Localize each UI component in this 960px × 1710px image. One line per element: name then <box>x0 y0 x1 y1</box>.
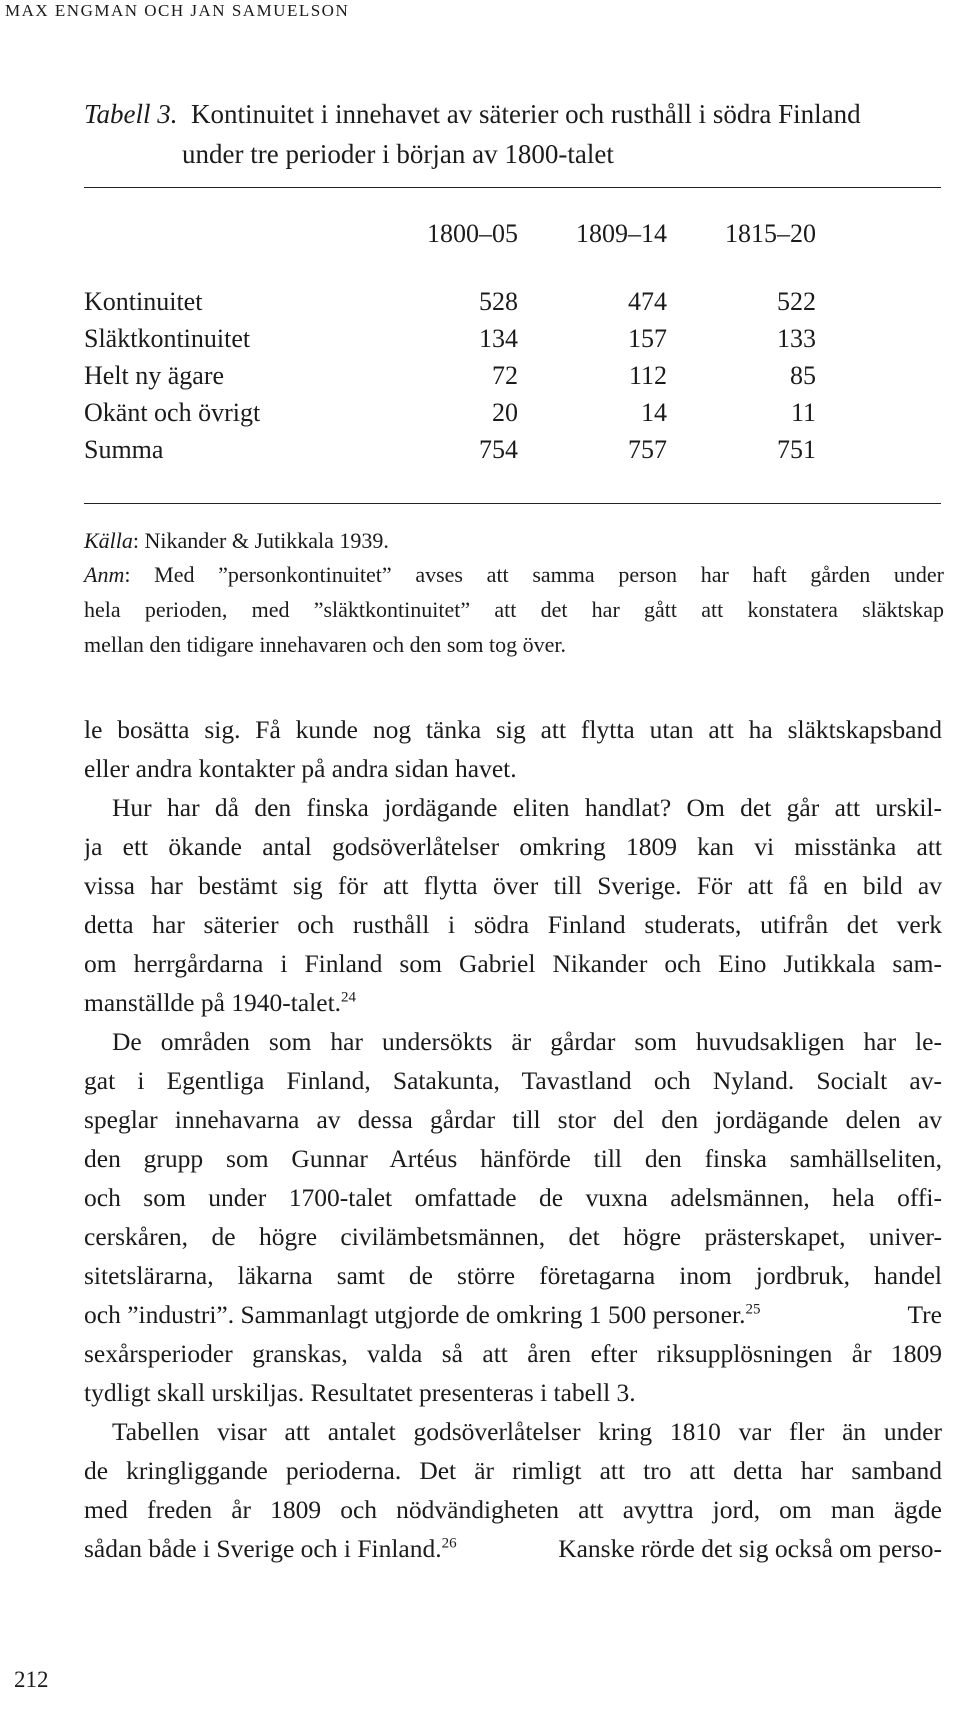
text-fragment: sådan både i Sverige och i Finland. <box>84 1534 442 1563</box>
table-cell: 133 <box>777 324 816 353</box>
table-note <box>84 557 944 662</box>
table-cell: 11 <box>790 398 816 427</box>
table-top-rule <box>84 187 941 188</box>
table-cell: 72 <box>492 361 518 390</box>
text-line: Hur har då den finska jordägande eliten handlat? Om det går att urskil- <box>112 793 942 822</box>
column-header-1815-20: 1815–20 <box>725 219 816 248</box>
table-caption <box>84 94 924 174</box>
text-fragment: manställde på 1940-talet. <box>84 988 342 1017</box>
text-line: De områden som har undersökts är gårdar som huvudsakligen har le- <box>112 1027 942 1056</box>
text-line <box>84 1295 942 1334</box>
row-label-slaktkontinuitet: Släktkontinuitet <box>84 324 251 353</box>
text-fragment: och ”industri”. Sammanlagt utgjorde de omkring 1 500 personer. <box>84 1300 746 1329</box>
table-cell: 85 <box>790 361 816 390</box>
text-line: cerskåren, de högre civilämbetsmännen, det högre prästerskapet, univer- <box>84 1222 942 1251</box>
text-line: Tabellen visar att antalet godsöverlåtelser kring 1810 var fler än under <box>112 1417 942 1446</box>
row-label-helt-ny-agare: Helt ny ägare <box>84 361 225 390</box>
note-text-1: : Med ”personkontinuitet” avses att samma person har haft gården under <box>124 562 944 587</box>
source-label: Källa <box>84 528 133 553</box>
text-line: le bosätta sig. Få kunde nog tänka sig att flytta utan att ha släktskapsband <box>84 715 942 744</box>
text-line: den grupp som Gunnar Artéus hänförde till den finska samhällseliten, <box>84 1144 942 1173</box>
table-cell: 20 <box>492 398 518 427</box>
text-line: ja ett ökande antal godsöverlåtelser omkring 1809 kan vi misstänka att <box>84 832 942 861</box>
table-cell: 134 <box>479 324 518 353</box>
caption-line-1 <box>84 94 924 134</box>
note-line-2: hela perioden, med ”släktkontinuitet” att det har gått att konstatera släktskap <box>84 597 944 622</box>
note-line-1 <box>84 557 944 592</box>
row-label-kontinuitet: Kontinuitet <box>84 287 203 316</box>
text-line: eller andra kontakter på andra sidan havet. <box>84 754 517 783</box>
text-line: om herrgårdarna i Finland som Gabriel Nikander och Eino Jutikkala sam- <box>84 949 942 978</box>
table-label: Tabell 3. <box>84 99 178 129</box>
table-cell: 757 <box>628 435 667 464</box>
table-cell: 751 <box>777 435 816 464</box>
text-line <box>84 1529 942 1568</box>
text-line <box>84 983 942 1022</box>
table-cell: 474 <box>628 287 667 316</box>
text-line: de kringliggande perioderna. Det är rimligt att tro att detta har samband <box>84 1456 942 1485</box>
text-fragment: Tre <box>907 1300 942 1329</box>
running-head: MAX ENGMAN OCH JAN SAMUELSON <box>5 1 350 20</box>
text-line: sitetslärarna, läkarna samt de större företagarna inom jordbruk, handel <box>84 1261 942 1290</box>
text-line: detta har säterier och rusthåll i södra Finland studerats, utifrån det verk <box>84 910 942 939</box>
table-bottom-rule <box>84 503 941 504</box>
text-fragment <box>84 1529 457 1568</box>
text-line: och som under 1700-talet omfattade de vuxna adelsmännen, hela offi- <box>84 1183 942 1212</box>
text-line: speglar innehavarna av dessa gårdar till stor del den jordägande delen av <box>84 1105 942 1134</box>
table-title-line-2: under tre perioder i början av 1800-talet <box>182 139 614 169</box>
column-header-1800-05: 1800–05 <box>427 219 518 248</box>
text-fragment: Kanske rörde det sig också om perso- <box>558 1534 942 1563</box>
note-label: Anm <box>84 562 125 587</box>
column-header-1809-14: 1809–14 <box>576 219 667 248</box>
text-line: gat i Egentliga Finland, Satakunta, Tavastland och Nyland. Socialt av- <box>84 1066 942 1095</box>
text-line: vissa har bestämt sig för att flytta över till Sverige. För att få en bild av <box>84 871 942 900</box>
text-line: tydligt skall urskiljas. Resultatet presenteras i tabell 3. <box>84 1378 636 1407</box>
text-line: med freden år 1809 och nödvändigheten att avyttra jord, om man ägde <box>84 1495 942 1524</box>
body-text <box>84 710 942 1568</box>
source-text: : Nikander & Jutikkala 1939. <box>132 528 389 553</box>
table-cell: 157 <box>628 324 667 353</box>
table-cell: 112 <box>628 361 667 390</box>
footnote-ref-25: 25 <box>745 1301 761 1318</box>
table-cell: 528 <box>479 287 518 316</box>
table-source <box>84 523 944 558</box>
row-label-summa: Summa <box>84 435 164 464</box>
footnote-ref-24: 24 <box>341 989 357 1006</box>
page-number: 212 <box>14 1667 49 1692</box>
table-title-line-1: Kontinuitet i innehavet av säterier och rusthåll i södra Finland <box>191 99 861 129</box>
text-line: sexårsperioder granskas, valda så att åren efter riksupplösningen år 1809 <box>84 1339 942 1368</box>
table-cell: 754 <box>479 435 518 464</box>
text-fragment <box>84 1295 760 1334</box>
source-line <box>84 523 944 558</box>
note-line-3: mellan den tidigare innehavaren och den som tog över. <box>84 632 567 657</box>
table-cell: 522 <box>777 287 816 316</box>
footnote-ref-26: 26 <box>441 1535 457 1552</box>
table-cell: 14 <box>641 398 667 427</box>
row-label-okant-och-ovrigt: Okänt och övrigt <box>84 398 261 427</box>
